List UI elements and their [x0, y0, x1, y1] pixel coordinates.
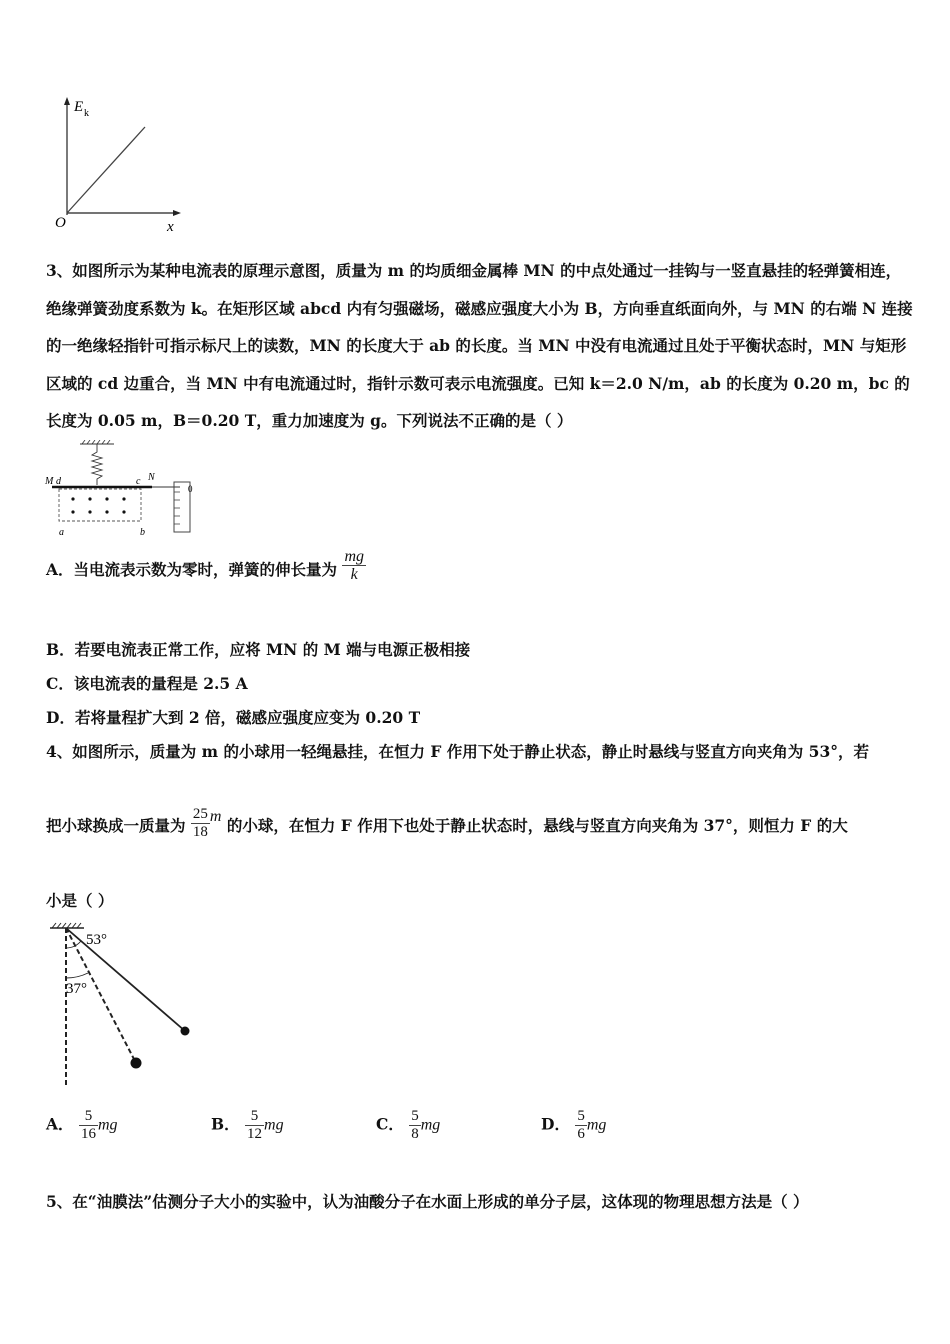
- q4-option-b: [211, 1108, 284, 1143]
- scale-ticks: [174, 492, 180, 524]
- string-53: [66, 928, 185, 1031]
- q4-line3: 小是（ ）: [46, 891, 114, 910]
- label-N: N: [148, 472, 155, 483]
- angle-53-label: 53°: [86, 932, 107, 948]
- q3-text: 3、如图所示为某种电流表的原理示意图，质量为 m 的均质细金属棒 MN 的中点处通过一挂钩与一竖直悬挂的轻弹簧相连，绝缘弹簧劲度系数为 k。在矩形区域 abcd 内有匀强磁场，磁感应强度大小为 B，方向垂直纸面向外，与 MN 的右端 N 连接的一绝缘轻指针可指示标尺上的读数，MN 的长度大于 ab 的长度。当 MN 中没有电流通过且处于平衡状态时，MN 与矩形区域的 cd 边重合，当 MN 中有电流通过时，指针示数可表示电流强度。已知 k＝2.0 N/m，ab 的长度为 0.20 m，bc 的长度为 0.05 m，B＝0.20 T，重力加速度为 g。下列说法不正确的是（ ）: [46, 261, 913, 430]
- q3-option-a-fraction: [342, 548, 366, 583]
- origin-label: O: [55, 215, 66, 231]
- ceiling-hatch: [82, 440, 110, 444]
- q4-option-a-den: 16: [80, 1126, 96, 1142]
- q3-option-a-text: A．当电流表示数为零时，弹簧的伸长量为: [46, 560, 338, 579]
- x-axis-label: x: [167, 219, 174, 235]
- q4-option-c-fraction: [409, 1108, 421, 1143]
- q3-option-a: [46, 547, 366, 583]
- q4-option-d-unit: mg: [586, 1116, 607, 1134]
- y-axis-subscript: k: [84, 108, 89, 119]
- q4-frac-var: m: [209, 808, 222, 825]
- q4-option-a: [46, 1108, 118, 1143]
- q3-option-a-num: mg: [344, 547, 364, 565]
- x-axis-arrow: [173, 210, 181, 216]
- q4-option-a-num: 5: [79, 1108, 98, 1126]
- q4-line2-suffix: 的小球，在恒力 F 作用下也处于静止状态时，悬线与竖直方向夹角为 37°，则恒力 F 的大: [226, 816, 848, 835]
- ball-53: [181, 1027, 190, 1036]
- ball-37: [131, 1058, 142, 1069]
- q4-option-c-num: 5: [411, 1108, 419, 1124]
- q3-option-d: D．若将量程扩大到 2 倍，磁感应强度应变为 0.20 T: [46, 708, 421, 727]
- q3-ammeter-figure: [44, 440, 204, 540]
- q3-option-b: B．若要电流表正常工作，应将 MN 的 M 端与电源正极相接: [46, 640, 471, 659]
- q4-option-d-fraction: [575, 1108, 587, 1143]
- y-axis-arrow: [64, 97, 70, 105]
- arc-37: [66, 973, 88, 978]
- ek-x-graph: [50, 95, 190, 240]
- ek-line: [67, 127, 145, 213]
- q4-option-c-label: C．: [376, 1114, 404, 1134]
- q4-option-a-unit: mg: [97, 1116, 118, 1134]
- q4-frac-num: 25: [192, 805, 208, 822]
- label-M: M: [45, 476, 54, 487]
- q4-mass-fraction: [191, 806, 210, 841]
- q3-option-c: C．该电流表的量程是 2.5 A: [46, 674, 248, 693]
- field-dots: [71, 497, 125, 513]
- q4-option-d-label: D．: [541, 1114, 570, 1134]
- q4-option-b-unit: mg: [264, 1116, 284, 1134]
- spring: [92, 444, 102, 485]
- q4-option-c: [376, 1108, 440, 1143]
- scale-zero: 0: [188, 484, 193, 494]
- q4-option-d: [541, 1108, 606, 1143]
- q4-pendulum-figure: [44, 920, 204, 1090]
- q4-option-d-den: 6: [577, 1126, 585, 1142]
- q4-option-b-label: B．: [211, 1114, 240, 1134]
- q4-option-a-label: A．: [46, 1114, 74, 1134]
- label-c: c: [136, 476, 141, 487]
- y-axis-label: E: [74, 99, 84, 115]
- q4-frac-den: 18: [192, 823, 208, 840]
- q5-text: 5、在“油膜法”估测分子大小的实验中，认为油酸分子在水面上形成的单分子层，这体现的物理思想方法是（ ）: [46, 1192, 809, 1211]
- field-region-abcd: [59, 489, 141, 521]
- label-a: a: [59, 527, 64, 538]
- q4-option-c-unit: mg: [420, 1116, 441, 1134]
- label-d: d: [56, 476, 61, 487]
- q4-option-b-den: 12: [247, 1126, 263, 1142]
- q4-line1: 4、如图所示，质量为 m 的小球用一轻绳悬挂，在恒力 F 作用下处于静止状态，静止时悬线与竖直方向夹角为 53°，若: [46, 742, 869, 761]
- q4-line2: [46, 805, 848, 841]
- q3-option-a-den: k: [350, 565, 358, 583]
- q4-line2-prefix: 把小球换成一质量为: [46, 816, 186, 835]
- q4-option-a-fraction: [79, 1108, 98, 1143]
- q4-option-d-num: 5: [577, 1108, 585, 1124]
- q4-option-b-fraction: [245, 1108, 264, 1143]
- angle-37-label: 37°: [66, 981, 87, 997]
- q4-option-b-num: 5: [245, 1108, 264, 1126]
- q4-option-c-den: 8: [411, 1126, 419, 1142]
- label-b: b: [140, 527, 145, 538]
